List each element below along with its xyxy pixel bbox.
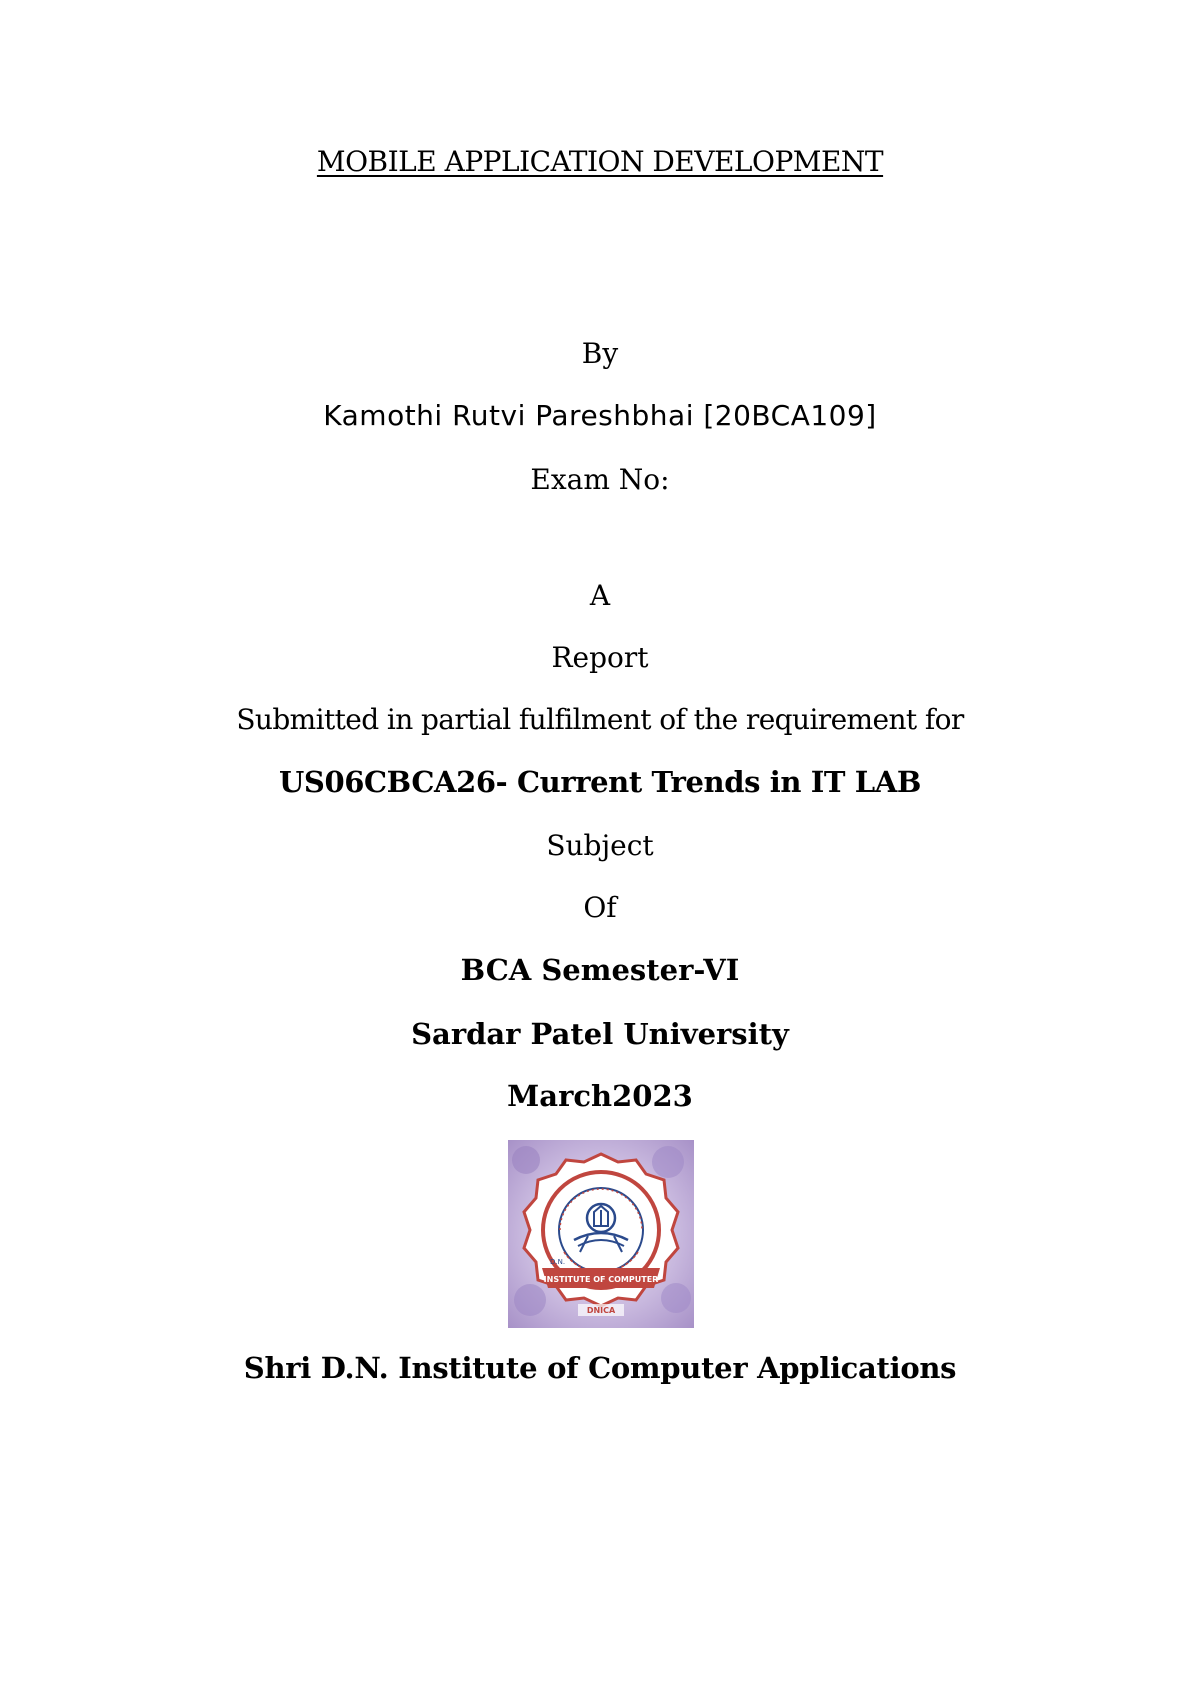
exam-no-label: Exam No: — [530, 463, 670, 496]
document-title: MOBILE APPLICATION DEVELOPMENT — [316, 145, 884, 178]
date: March2023 — [507, 1079, 693, 1113]
subject-label: Subject — [546, 829, 654, 862]
institute-logo — [508, 1140, 694, 1328]
university: Sardar Patel University — [411, 1017, 789, 1051]
svg-text:DNICA: DNICA — [586, 1306, 616, 1315]
svg-text:D.N.: D.N. — [550, 1258, 566, 1266]
by-label: By — [581, 337, 619, 370]
of-label: Of — [583, 891, 617, 924]
institute-name: Shri D.N. Institute of Computer Applications — [243, 1351, 957, 1385]
submitted-text: Submitted in partial fulfilment of the requirement for — [236, 703, 964, 736]
course-title: US06CBCA26- Current Trends in IT LAB — [279, 765, 921, 799]
author-name: Kamothi Rutvi Pareshbhai [20BCA109] — [323, 399, 877, 432]
report-label: Report — [551, 641, 649, 674]
semester: BCA Semester-VI — [460, 953, 740, 987]
a-label: A — [589, 579, 611, 612]
svg-text:INSTITUTE OF COMPUTER: INSTITUTE OF COMPUTER — [543, 1275, 659, 1284]
